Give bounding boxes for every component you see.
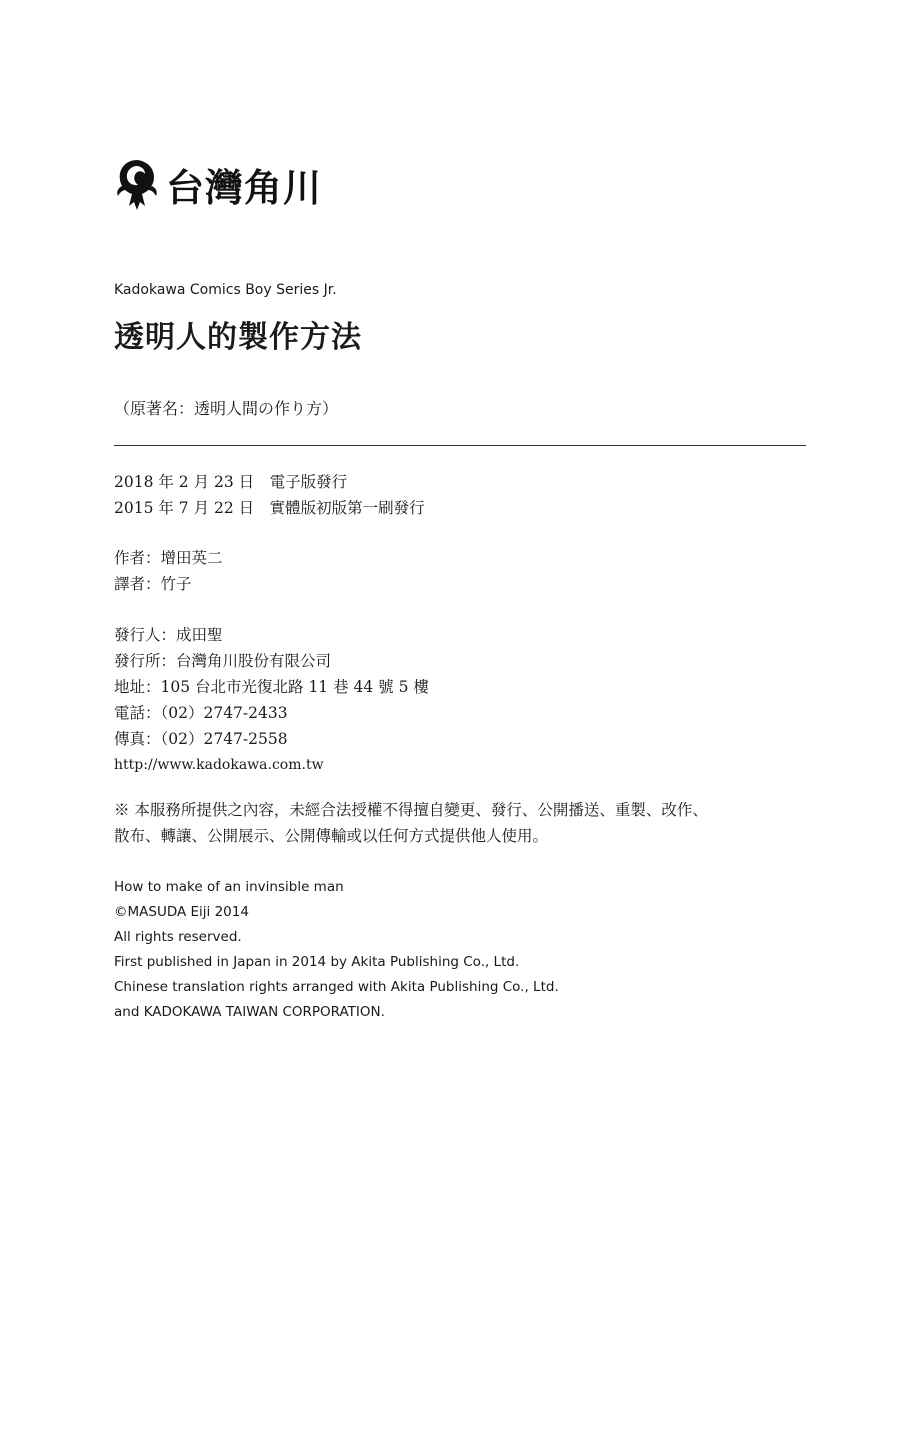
copyright-block [114, 875, 559, 1025]
phoenix-emblem-icon [112, 156, 162, 212]
translator-line: 譯者：竹子 [114, 575, 192, 593]
translation-rights-line: Chinese translation rights arranged with Akita Publishing Co., Ltd. [114, 979, 559, 995]
publisher-address: 地址：105 台北市光復北路 11 巷 44 號 5 樓 [114, 678, 429, 696]
publisher-phone: 電話：（02）2747-2433 [114, 704, 288, 722]
notice-line: 散布、轉讓、公開展示、公開傳輸或以任何方式提供他人使用。 [114, 827, 549, 845]
copyright-line: ©MASUDA Eiji 2014 [114, 904, 249, 920]
logo-text: 台灣角川 [166, 165, 323, 210]
publisher-person: 發行人：成田聖 [114, 626, 223, 644]
publisher-fax: 傳真：（02）2747-2558 [114, 730, 288, 748]
publication-line: First published in Japan in 2014 by Akita Publishing Co., Ltd. [114, 954, 520, 970]
book-title: 透明人的製作方法 [114, 320, 362, 355]
publisher-url: http://www.kadokawa.com.tw [114, 757, 324, 773]
publisher-company: 發行所：台灣角川股份有限公司 [114, 652, 332, 670]
release-date-line: 2018 年 2 月 23 日 電子版發行 [114, 473, 348, 491]
publisher-info [114, 622, 429, 778]
rights-line: All rights reserved. [114, 929, 242, 945]
divider [114, 445, 806, 446]
release-dates [114, 469, 425, 521]
series-name: Kadokawa Comics Boy Series Jr. [114, 282, 337, 298]
author-line: 作者：增田英二 [114, 549, 223, 567]
credits [114, 545, 223, 597]
notice-line: ※ 本服務所提供之內容，未經合法授權不得擅自變更、發行、公開播送、重製、改作、 [114, 801, 708, 819]
publisher-logo [112, 156, 322, 212]
usage-notice [114, 797, 814, 849]
english-title: How to make of an invinsible man [114, 879, 344, 895]
translation-rights-line: and KADOKAWA TAIWAN CORPORATION. [114, 1004, 385, 1020]
release-date-line: 2015 年 7 月 22 日 實體版初版第一刷發行 [114, 499, 425, 517]
original-title: （原著名：透明人間の作り方） [114, 399, 339, 418]
